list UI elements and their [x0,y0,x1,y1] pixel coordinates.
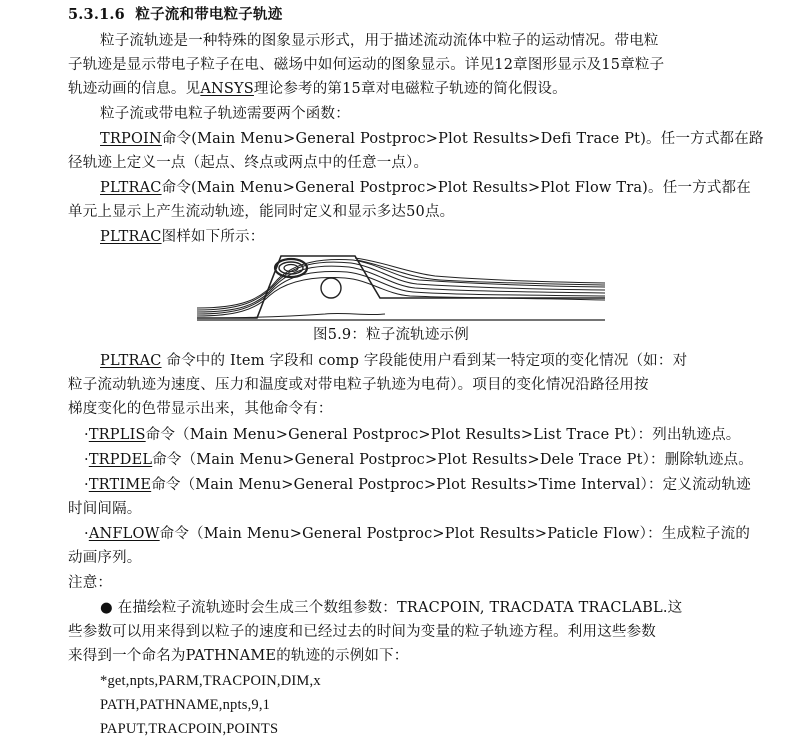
trpdel-item: ·TRPDEL命令（Main Menu>General Postproc>Plot Results>Dele Trace Pt）：删除轨迹点。 [84,452,753,468]
code-line-2: PATH,PATHNAME,npts,9,1 [100,697,271,713]
pltrac-command-link[interactable]: PLTRAC [100,180,162,196]
paragraph-3-line-1: PLTRAC 命令中的 Item 字段和 comp 字段能使用户看到某一特定项的变化情况（如：对 [100,353,688,369]
pltrac-line-1: PLTRAC命令(Main Menu>General Postproc>Plot Results>Plot Flow Tra)。任一方式都在 [100,180,751,196]
note-line-3: 来得到一个命名为PATHNAME的轨迹的示例如下： [68,648,409,664]
trpoin-command-link[interactable]: TRPOIN [100,131,162,147]
paragraph-3-line-3: 梯度变化的色带显示出来，其他命令有： [68,401,333,417]
trtime-command-link[interactable]: TRTIME [88,477,152,493]
anflow-item-line-2: 动画序列。 [68,550,142,566]
figure-intro: PLTRAC图样如下所示： [100,229,265,245]
anflow-item: ·ANFLOW命令（Main Menu>General Postproc>Plot Results>Paticle Flow）：生成粒子流的 [84,526,751,542]
code-line-3: PAPUT,TRACPOIN,POINTS [100,721,279,737]
note-label: 注意： [68,575,113,591]
section-heading [68,4,800,26]
paragraph-3-line-2: 粒子流动轨迹为速度、压力和温度或对带电粒子轨迹为电荷）。项目的变化情况沿路径用按 [68,377,649,393]
code-line-1: *get,npts,PARM,TRACPOIN,DIM,x [100,673,321,689]
trpoin-line-2: 径轨迹上定义一点（起点、终点或两点中的任意一点）。 [68,155,429,171]
figure-caption: 图5.9：粒子流轨迹示例 [313,327,469,343]
trtime-item: ·TRTIME命令（Main Menu>General Postproc>Plot Results>Time Interval）：定义流动轨迹 [84,477,751,493]
anflow-command-link[interactable]: ANFLOW [88,526,160,542]
paragraph-1-line-1: 粒子流轨迹是一种特殊的图象显示形式，用于描述流动流体中粒子的运动情况。带电粒 [100,33,659,49]
pltrac-command-link-2[interactable]: PLTRAC [100,353,162,369]
note-line-2: 些参数可以用来得到以粒子的速度和已经过去的时间为变量的粒子轨迹方程。利用这些参数 [68,624,656,640]
trpoin-line-1: TRPOIN命令(Main Menu>General Postproc>Plot Results>Defi Trace Pt)。任一方式都在路 [100,131,764,147]
trpdel-command-link[interactable]: TRPDEL [88,452,153,468]
pltrac-figure-link[interactable]: PLTRAC [100,229,162,245]
paragraph-1-line-2: 子轨迹是显示带电子粒子在电、磁场中如何运动的图象显示。详见12章图形显示及15章粒子 [68,57,665,73]
section-title: 粒子流和带电粒子轨迹 [135,6,283,23]
section-number: 5.3.1.6 [68,6,125,23]
trtime-item-line-2: 时间间隔。 [68,501,142,517]
trplis-item: ·TRPLIS命令（Main Menu>General Postproc>Plot Results>List Trace Pt）：列出轨迹点。 [84,427,741,443]
paragraph-2: 粒子流或带电粒子轨迹需要两个函数： [100,106,350,122]
ansys-link[interactable]: ANSYS [200,81,254,97]
note-line-1: ● 在描绘粒子流轨迹时会生成三个数组参数：TRACPOIN, TRACDATA TRACLABL.这 [100,600,683,616]
trplis-command-link[interactable]: TRPLIS [88,427,146,443]
particle-flow-trace-figure [195,250,607,322]
pltrac-line-2: 单元上显示上产生流动轨迹，能同时定义和显示多达50点。 [68,204,455,220]
paragraph-1-line-3: 轨迹动画的信息。见ANSYS理论参考的第15章对电磁粒子轨迹的简化假设。 [68,81,567,97]
